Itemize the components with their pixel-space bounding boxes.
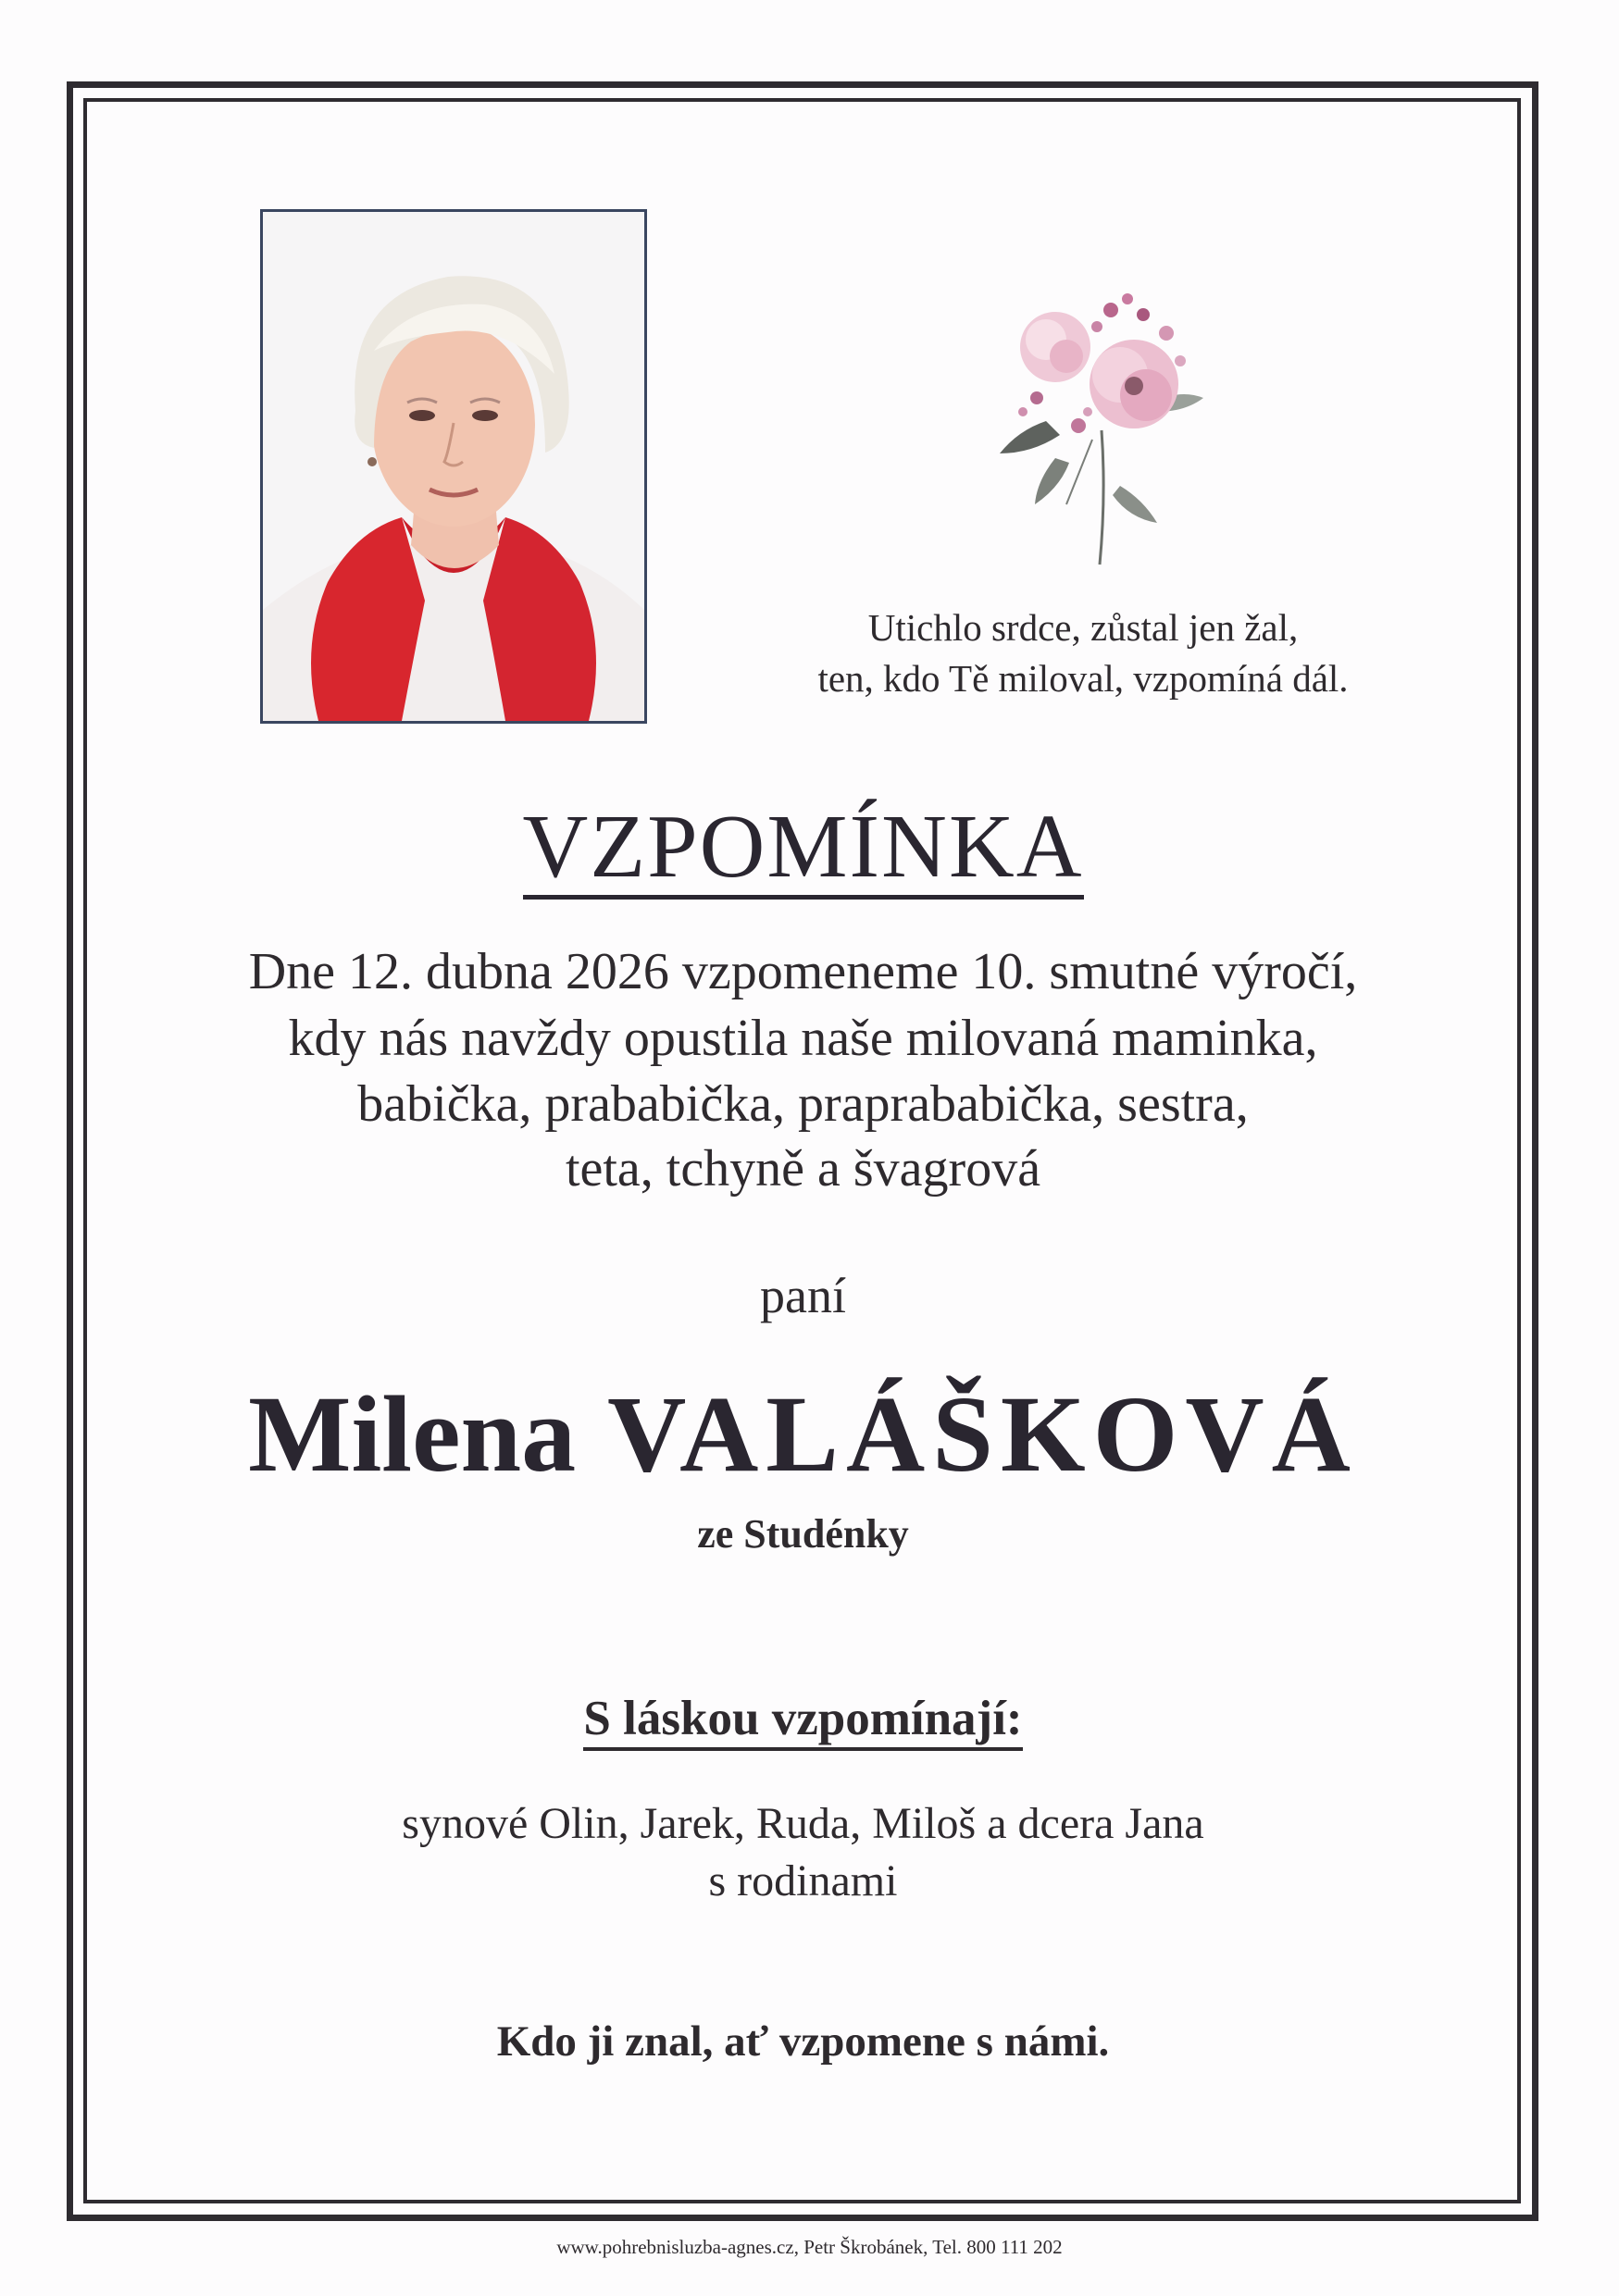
flower-bouquet-graphic: [981, 273, 1222, 569]
remembrance-heading: [93, 1686, 1513, 1751]
page-title-text: VZPOMÍNKA: [523, 799, 1084, 900]
deceased-first-name: Milena: [248, 1373, 577, 1495]
deceased-origin: ze Studénky: [697, 1511, 909, 1557]
announcement-line-3: babička, prababička, praprababička, sestra,: [357, 1075, 1249, 1133]
deceased-surname: VALÁŠKOVÁ: [607, 1373, 1358, 1495]
portrait-image: [263, 212, 644, 721]
announcement-line-4: teta, tchyně a švagrová: [565, 1140, 1041, 1198]
footer-contact: www.pohrebnisluzba-agnes.cz, Petr Škrobánek, Tel. 800 111 202: [556, 2236, 1063, 2258]
quote-line-1: Utichlo srdce, zůstal jen žal,: [867, 606, 1299, 649]
remembrance-line-1: synové Olin, Jarek, Ruda, Miloš a dcera Jana: [402, 1799, 1204, 1848]
announcement-line-2: kdy nás navždy opustila naše milovaná maminka,: [288, 1010, 1318, 1067]
closing-line: Kdo ji znal, ať vzpomene s námi.: [496, 2017, 1110, 2066]
page-title: [93, 796, 1513, 900]
deceased-name: [93, 1370, 1513, 1499]
quote-line-2: ten, kdo Tě miloval, vzpomíná dál.: [817, 657, 1349, 700]
flower-bouquet-icon: [981, 273, 1222, 569]
announcement-line-1: Dne 12. dubna 2026 vzpomeneme 10. smutné výročí,: [248, 943, 1358, 1000]
remembrance-heading-text: S láskou vzpomínají:: [583, 1690, 1022, 1751]
remembrance-line-2: s rodinami: [708, 1856, 898, 1905]
honorific: paní: [760, 1268, 846, 1323]
portrait-photo: [260, 209, 647, 724]
